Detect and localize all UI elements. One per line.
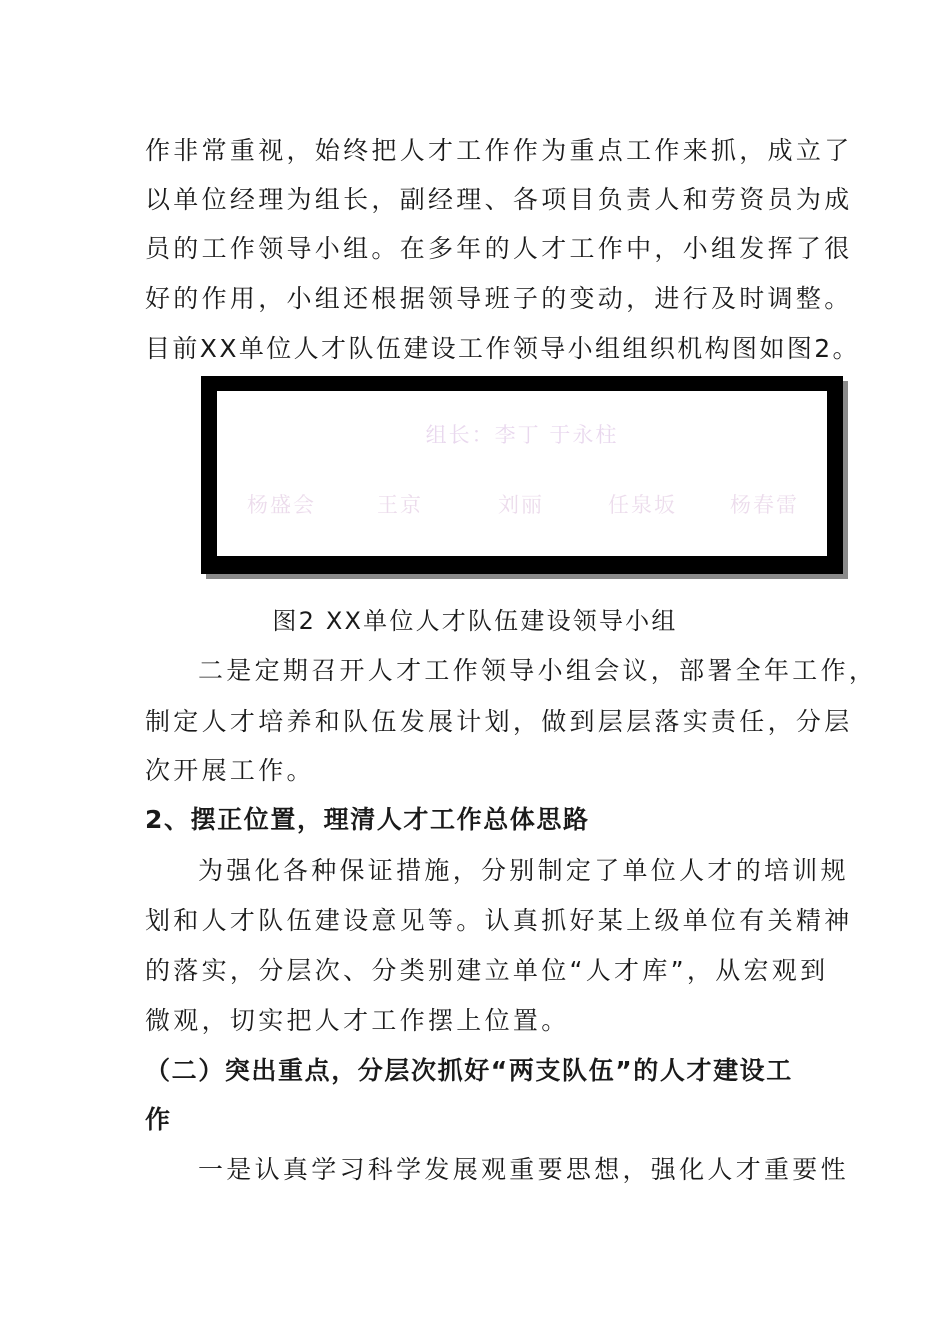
section-heading: （二）突出重点，分层次抓好“两支队伍”的人才建设工	[145, 1056, 793, 1085]
figure-caption: 图2 XX单位人才队伍建设领导小组	[272, 607, 678, 635]
paragraph-line: 员的工作领导小组。在多年的人才工作中，小组发挥了很	[145, 234, 853, 263]
paragraph-line: 的落实，分层次、分类别建立单位“人才库”，从宏观到	[145, 956, 829, 985]
paragraph-line: 以单位经理为组长，副经理、各项目负责人和劳资员为成	[145, 185, 853, 214]
paragraph-line: 作非常重视，始终把人才工作作为重点工作来抓，成立了	[145, 136, 853, 165]
org-member: 杨盛会	[247, 493, 316, 517]
paragraph-line: 为强化各种保证措施，分别制定了单位人才的培训规	[198, 856, 849, 885]
org-member: 杨春雷	[730, 493, 799, 517]
paragraph-line: 目前XX单位人才队伍建设工作领导小组组织机构图如图2。	[145, 334, 860, 363]
paragraph-line: 微观，切实把人才工作摆上位置。	[145, 1006, 570, 1035]
paragraph-line: 制定人才培养和队伍发展计划，做到层层落实责任，分层	[145, 707, 853, 736]
org-chart	[217, 391, 827, 556]
org-member: 任泉坂	[608, 493, 677, 517]
paragraph-line: 次开展工作。	[145, 756, 315, 785]
org-member: 刘丽	[498, 493, 544, 517]
paragraph-line: 好的作用，小组还根据领导班子的变动，进行及时调整。	[145, 284, 853, 313]
paragraph-line: 划和人才队伍建设意见等。认真抓好某上级单位有关精神	[145, 906, 853, 935]
org-leader: 组长：李丁 于永柱	[425, 423, 619, 447]
section-heading: 2、摆正位置，理清人才工作总体思路	[145, 805, 590, 834]
paragraph-line: 二是定期召开人才工作领导小组会议，部署全年工作，	[198, 656, 878, 685]
paragraph-line: 一是认真学习科学发展观重要思想，强化人才重要性	[198, 1155, 849, 1184]
section-heading-continued: 作	[145, 1105, 172, 1134]
org-member: 王京	[377, 493, 423, 517]
